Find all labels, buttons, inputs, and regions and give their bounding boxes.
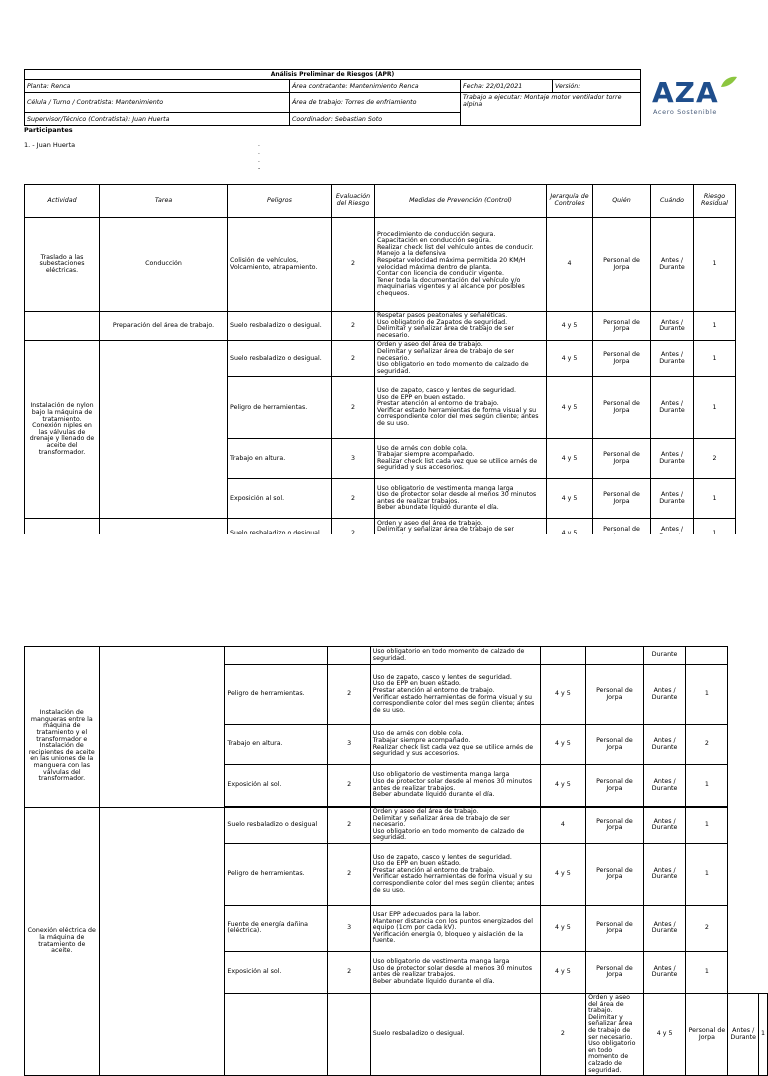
- quien-cell: Personal de Jorpa: [586, 725, 644, 765]
- col-medidas: Medidas de Prevención (Control): [375, 185, 547, 218]
- cuando-cell: Antes / Durante: [651, 439, 694, 479]
- actividad-cell-empty: [25, 312, 100, 341]
- jerarquia-cell: 4: [547, 218, 593, 312]
- evaluacion-cell: 2: [540, 993, 585, 1075]
- quien-cell: Personal de Jorpa: [586, 765, 644, 807]
- peligro-cell: Suelo resbaladizo o desigual.: [370, 993, 540, 1075]
- residual-cell: 1: [686, 765, 728, 807]
- residual-cell: 2: [686, 725, 728, 765]
- aza-logo: [648, 76, 748, 120]
- cuando-cell: Antes / Durante: [643, 725, 686, 765]
- planta-field: Planta: Renca: [25, 80, 290, 93]
- risk-table-top: [24, 184, 736, 549]
- area-contratante-field: Área contratante: Mantenimiento Renca: [290, 80, 461, 93]
- area-trabajo-field: Área de trabajo: Torres de enfriamiento: [290, 93, 461, 113]
- version-field: Versión:: [553, 80, 641, 93]
- participant-dots: . . . -: [258, 141, 261, 172]
- col-residual: Riesgo Residual: [694, 185, 736, 218]
- cuando-cell: Antes /: [651, 519, 694, 549]
- participants-label: Participantes: [24, 126, 73, 134]
- quien-cell-empty: [586, 647, 644, 665]
- jerarquia-cell: 4 y 5: [540, 725, 585, 765]
- evaluacion-cell: 2: [328, 808, 370, 844]
- residual-cell: 1: [686, 665, 728, 725]
- medidas-cell: Usar EPP adecuados para la labor. Mantener distancia con los puntos energizados del equipo (1cm por cada kV). Verificación energía 0, bloqueo y aislación de la fuente.: [370, 905, 540, 951]
- evaluacion-cell: 2: [328, 665, 370, 725]
- celula-field: Célula / Turno / Contratista: Mantenimiento: [25, 93, 290, 113]
- residual-cell: 1: [686, 808, 728, 844]
- logo-tagline: Acero Sostenible: [653, 108, 717, 116]
- quien-cell: Personal de Jorpa: [593, 218, 651, 312]
- peligro-cell: Colisión de vehículos, Volcamiento, atrapamiento.: [228, 218, 332, 312]
- table-row: [25, 808, 768, 844]
- jerarquia-cell: 4 y 5: [547, 479, 593, 519]
- quien-cell: Personal de Jorpa: [593, 312, 651, 341]
- jerarquia-cell: 4 y 5: [547, 439, 593, 479]
- peligro-cell: Peligro de herramientas.: [225, 843, 328, 905]
- jerarquia-cell: 4 y 5: [547, 312, 593, 341]
- jerarquia-cell: 4 y 5: [540, 843, 585, 905]
- medidas-cell: Uso de arnés con doble cola. Trabajar siempre acompañado. Realizar check list cada vez que se utilice arnés de seguridad y sus accesorios.: [375, 439, 547, 479]
- col-quien: Quién: [593, 185, 651, 218]
- tarea-cell-empty: [328, 993, 370, 1075]
- quien-cell: Personal de Jorpa: [593, 377, 651, 439]
- fecha-field: Fecha: 22/01/2021: [461, 80, 553, 93]
- peligro-cell: Peligro de herramientas.: [228, 377, 332, 439]
- cuando-cell: Antes / Durante: [643, 808, 686, 844]
- tarea-cell-empty: [99, 808, 225, 1076]
- cuando-cell: Antes / Durante: [651, 312, 694, 341]
- medidas-cell: Uso de arnés con doble cola. Trabajar siempre acompañado. Realizar check list cada vez que se utilice arnés de seguridad y sus accesorios.: [370, 725, 540, 765]
- medidas-cell: Orden y aseo del área de trabajo. Delimitar y señalizar área de trabajo de ser necesario. Uso obligatorio en todo momento de calzado de seguridad.: [586, 993, 644, 1075]
- evaluacion-cell: 3: [332, 439, 375, 479]
- medidas-cell: Procedimiento de conducción segura. Capacitación en conducción segura. Realizar check list del vehículo antes de conducir. Manejo a la defensiva Respetar velocidad máxima permitida 20 KM/H velocidad máxima dentro de planta. Contar con licencia de conducir vigente. Tener toda la documentación del vehículo y/o maquinarias vigentes y al alcance por posibles chequeos.: [375, 218, 547, 312]
- residual-cell: 1: [694, 377, 736, 439]
- apr-title: Análisis Preliminar de Riesgos (APR): [25, 70, 641, 80]
- quien-cell: Personal de Jorpa: [586, 665, 644, 725]
- peligro-cell: Exposición al sol.: [225, 765, 328, 807]
- cuando-cell: Antes / Durante: [728, 993, 759, 1075]
- cuando-cell: Antes / Durante: [643, 905, 686, 951]
- jerarquia-cell: 4 y 5: [643, 993, 686, 1075]
- col-peligros: Peligros: [228, 185, 332, 218]
- actividad-cell: Instalación de nylon bajo la máquina de tratamiento. Conexión niples en las válvulas de drenaje y llenado de aceite del transformador.: [25, 341, 100, 519]
- cuando-cell: Antes / Durante: [643, 765, 686, 807]
- medidas-cell: Orden y aseo del área de trabajo. Delimitar y señalizar área de trabajo de ser: [375, 519, 547, 549]
- residual-cell: 1: [686, 951, 728, 993]
- evaluacion-cell: 2: [332, 377, 375, 439]
- quien-cell: Personal de Jorpa: [586, 905, 644, 951]
- residual-cell-empty: [686, 647, 728, 665]
- actividad-cell: Traslado a las subestaciones eléctricas.: [25, 218, 100, 312]
- leaf-icon: [720, 76, 738, 88]
- peligro-cell: Peligro de herramientas.: [225, 665, 328, 725]
- tarea-cell: Preparación del área de trabajo.: [100, 312, 228, 341]
- trabajo-field: Trabajo a ejecutar: Montaje motor ventilador torre alpina: [461, 93, 641, 126]
- cuando-cell: Antes / Durante: [651, 479, 694, 519]
- evaluacion-cell: 2: [332, 312, 375, 341]
- jerarquia-cell: 4 y 5: [547, 341, 593, 377]
- apr-header-table: [24, 69, 641, 126]
- medidas-cell: Uso obligatorio de vestimenta manga larga Uso de protector solar desde al menos 30 minutos antes de realizar trabajos. Beber abundate líquido durante el día.: [375, 479, 547, 519]
- col-tarea: Tarea: [100, 185, 228, 218]
- medidas-cell: Uso obligatorio de vestimenta manga larga Uso de protector solar desde al menos 30 minutos antes de realizar trabajos. Beber abundate líquido durante el día.: [370, 765, 540, 807]
- document-page-2: [0, 647, 768, 1074]
- peligro-cell: Suelo resbaladizo o desigual.: [228, 312, 332, 341]
- residual-cell: 1: [694, 479, 736, 519]
- tarea-cell: Conducción: [100, 218, 228, 312]
- jerarquia-cell: 4 y 5: [540, 765, 585, 807]
- residual-cell: 1: [686, 843, 728, 905]
- quien-cell: Personal de: [593, 519, 651, 549]
- jerarquia-cell: 4 y 5: [540, 951, 585, 993]
- medidas-cell: Uso obligatorio en todo momento de calzado de seguridad.: [370, 647, 540, 665]
- table-row: [25, 218, 736, 312]
- table-row: [25, 647, 768, 665]
- col-jerarquia: Jerarquía de Controles: [547, 185, 593, 218]
- cuando-cell: Antes / Durante: [643, 951, 686, 993]
- quien-cell: Personal de Jorpa: [593, 341, 651, 377]
- logo-wordmark: AZA: [652, 76, 719, 109]
- evaluacion-cell: 2: [332, 479, 375, 519]
- quien-cell: Personal de Jorpa: [593, 439, 651, 479]
- col-actividad: Actividad: [25, 185, 100, 218]
- peligro-cell: Suelo resbaladizo o desigual.: [228, 341, 332, 377]
- quien-cell: Personal de Jorpa: [586, 808, 644, 844]
- cuando-cell: Antes / Durante: [651, 341, 694, 377]
- quien-cell: Personal de Jorpa: [586, 843, 644, 905]
- quien-cell: Personal de Jorpa: [593, 479, 651, 519]
- evaluacion-cell: 3: [328, 905, 370, 951]
- evaluacion-cell: 2: [328, 843, 370, 905]
- medidas-cell: Orden y aseo del área de trabajo. Delimitar y señalizar área de trabajo de ser necesario. Uso obligatorio en todo momento de calzado de seguridad.: [370, 808, 540, 844]
- risk-table-bottom: [24, 646, 768, 1076]
- peligro-cell: Exposición al sol.: [225, 951, 328, 993]
- peligro-cell: Trabajo en altura.: [228, 439, 332, 479]
- cuando-cell: Antes / Durante: [651, 218, 694, 312]
- actividad-cell: Conexión eléctrica de la máquina de tratamiento de aceite.: [25, 808, 100, 1076]
- medidas-cell: Uso de zapato, casco y lentes de seguridad. Uso de EPP en buen estado. Prestar atención al entorno de trabajo. Verificar estado herramientas de forma visual y su correspondiente color del mes según cliente; antes de su uso.: [370, 665, 540, 725]
- table-row: [25, 312, 736, 341]
- evaluacion-cell: 3: [328, 725, 370, 765]
- peligro-cell: Exposición al sol.: [228, 479, 332, 519]
- peligro-cell: Fuente de energía dañina (eléctrica).: [225, 905, 328, 951]
- cuando-cell: Antes / Durante: [643, 843, 686, 905]
- evaluacion-cell: 2: [328, 951, 370, 993]
- jerarquia-cell: 4: [540, 808, 585, 844]
- medidas-cell: Uso de zapato, casco y lentes de seguridad. Uso de EPP en buen estado. Prestar atención al entorno de trabajo. Verificar estado herramientas de forma visual y su correspondiente color del mes según cliente; antes de su uso.: [370, 843, 540, 905]
- jerarquia-cell: 4 y 5: [547, 377, 593, 439]
- jerarquia-cell-empty: [540, 647, 585, 665]
- evaluacion-cell: 2: [328, 765, 370, 807]
- residual-cell: 1: [694, 218, 736, 312]
- document-page-1: [0, 0, 768, 534]
- evaluacion-cell: 2: [332, 341, 375, 377]
- medidas-cell: Orden y aseo del área de trabajo. Delimitar y señalizar área de trabajo de ser necesario. Uso obligatorio en todo momento de calzado de seguridad.: [375, 341, 547, 377]
- evaluacion-cell-empty: [328, 647, 370, 665]
- cuando-cell: Antes / Durante: [643, 665, 686, 725]
- col-cuando: Cuándo: [651, 185, 694, 218]
- col-evaluacion: Evaluación del Riesgo: [332, 185, 375, 218]
- medidas-cell: Uso obligatorio de vestimenta manga larga Uso de protector solar desde al menos 30 minutos antes de realizar trabajos. Beber abundate líquido durante el día.: [370, 951, 540, 993]
- residual-cell: 1: [694, 312, 736, 341]
- jerarquia-cell: 4 y 5: [540, 905, 585, 951]
- page-gap: [0, 534, 768, 648]
- residual-cell: 1: [758, 993, 767, 1075]
- residual-cell: 1: [694, 341, 736, 377]
- residual-cell: 2: [694, 439, 736, 479]
- peligro-cell: Suelo resbaladizo o desigual: [225, 808, 328, 844]
- cuando-cell: Durante: [643, 647, 686, 665]
- cuando-cell: Antes / Durante: [651, 377, 694, 439]
- evaluacion-cell: 2: [332, 218, 375, 312]
- jerarquia-cell: 4 y 5: [540, 665, 585, 725]
- quien-cell: Personal de Jorpa: [686, 993, 728, 1075]
- medidas-cell: Respetar pasos peatonales y señaléticas. Uso obligatorio de Zapatos de seguridad. Delimitar y señalizar área de trabajo de ser necesario.: [375, 312, 547, 341]
- participant-item: 1. - Juan Huerta: [24, 141, 76, 149]
- peligro-cell-empty: [225, 647, 328, 665]
- tarea-cell-empty: [100, 341, 228, 519]
- actividad-cell-empty: [225, 993, 328, 1075]
- medidas-cell: Uso de zapato, casco y lentes de seguridad. Uso de EPP en buen estado. Prestar atención al entorno de trabajo. Verificar estado herramientas de forma visual y su correspondiente color del mes según cliente; antes de su uso.: [375, 377, 547, 439]
- actividad-cell: Instalación de mangueras entre la máquina de tratamiento y el transformador e Instalación de recipientes de aceite en las uniones de la manguera con las válvulas del transformador.: [25, 647, 100, 808]
- quien-cell: Personal de Jorpa: [586, 951, 644, 993]
- supervisor-field: Supervisor/Técnico (Contratista): Juan Huerta: [25, 113, 290, 126]
- peligro-cell: Trabajo en altura.: [225, 725, 328, 765]
- tarea-cell-empty: [99, 647, 225, 808]
- table-row: [25, 341, 736, 377]
- coordinador-field: Coordinador: Sebastian Soto: [290, 113, 461, 126]
- residual-cell: 2: [686, 905, 728, 951]
